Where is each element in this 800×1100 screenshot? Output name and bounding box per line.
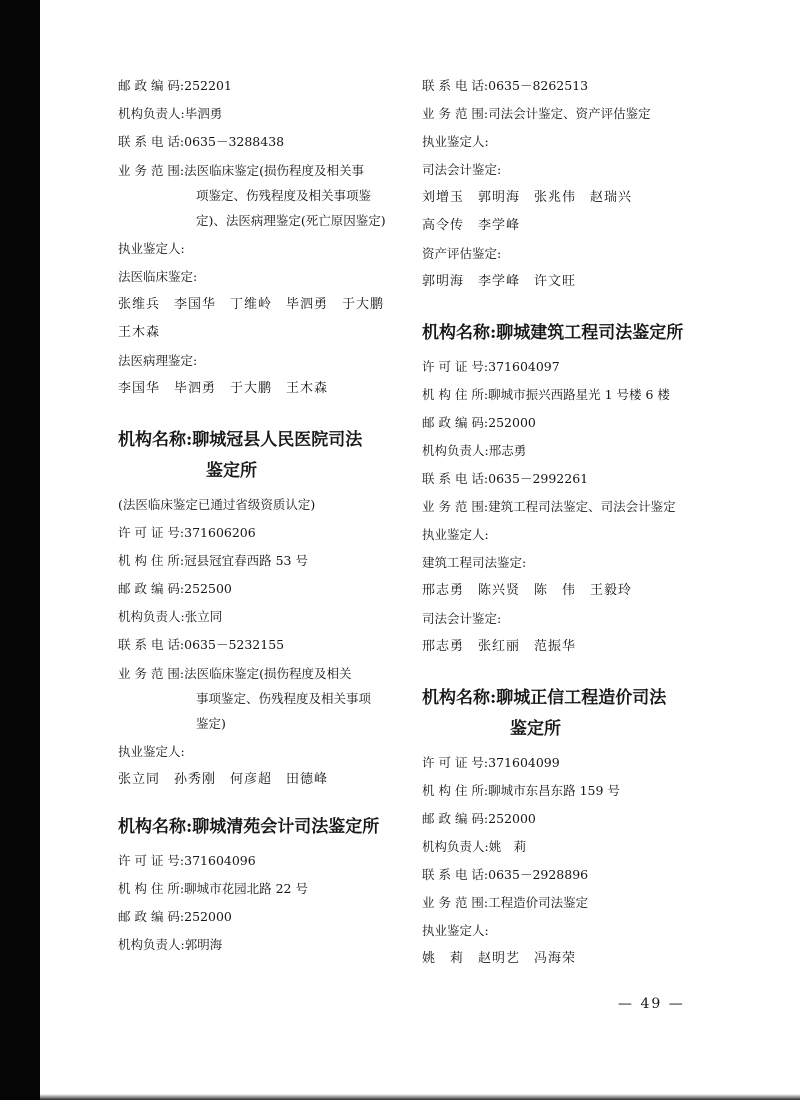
staff-label: 执业鉴定人:	[118, 744, 185, 759]
scope-line: 业 务 范 围:司法会计鉴定、资产评估鉴定	[422, 106, 651, 121]
scope-cont-2: 鉴定)	[196, 716, 226, 731]
postal-code-line: 邮 政 编 码:252000	[422, 415, 536, 430]
scope-first: 业 务 范 围:法医临床鉴定(损伤程度及相关	[118, 666, 352, 681]
right-column	[422, 72, 712, 973]
head-line: 机构负责人:姚 莉	[422, 839, 527, 854]
accounting-names-2: 高令传 李学峰	[422, 218, 521, 233]
pathology-label: 法医病理鉴定:	[118, 353, 198, 368]
clinical-names-2: 王木森	[118, 325, 161, 340]
asset-label: 资产评估鉴定:	[422, 246, 502, 261]
page-number: — 49 —	[618, 996, 685, 1012]
license-line: 许 可 证 号:371604097	[422, 359, 560, 374]
address-line: 机 构 住 所:聊城市东昌东路 159 号	[422, 783, 620, 798]
license-line: 许 可 证 号:371606206	[118, 525, 256, 540]
accounting-label: 司法会计鉴定:	[422, 162, 502, 177]
accounting-names: 邢志勇 张红丽 范振华	[422, 639, 577, 654]
accounting-label: 司法会计鉴定:	[422, 611, 502, 626]
address-line: 机 构 住 所:聊城市振兴西路星光 1 号楼 6 楼	[422, 387, 670, 402]
license-line: 许 可 证 号:371604099	[422, 755, 560, 770]
scope-paragraph	[118, 659, 410, 738]
phone-line: 联 系 电 话:0635－3288438	[118, 134, 285, 149]
org-title-zhengxin-1: 机构名称:聊城正信工程造价司法	[422, 688, 667, 708]
postal-code-line: 邮 政 编 码:252500	[118, 581, 232, 596]
construction-label: 建筑工程司法鉴定:	[422, 555, 527, 570]
accounting-names-1: 刘增玉 郭明海 张兆伟 赵瑞兴	[422, 190, 633, 205]
staff-label: 执业鉴定人:	[118, 241, 185, 256]
staff-names: 姚 莉 赵明艺 冯海荣	[422, 951, 577, 966]
postal-code-line: 邮 政 编 码:252000	[422, 811, 536, 826]
address-line: 机 构 住 所:冠县冠宜春西路 53 号	[118, 553, 308, 568]
staff-names: 张立同 孙秀刚 何彦超 田德峰	[118, 772, 329, 787]
clinical-label: 法医临床鉴定:	[118, 269, 198, 284]
phone-line: 联 系 电 话:0635－5232155	[118, 637, 285, 652]
left-column	[118, 72, 410, 959]
org-title-guanxian-1: 机构名称:聊城冠县人民医院司法	[118, 430, 363, 450]
postal-code-line: 邮 政 编 码:252000	[118, 909, 232, 924]
org-title-zhengxin	[422, 683, 712, 745]
head-line: 机构负责人:张立同	[118, 609, 223, 624]
scan-black-edge	[0, 0, 40, 1100]
scope-first: 业 务 范 围:法医临床鉴定(损伤程度及相关事	[118, 163, 365, 178]
org-title-guanxian-2: 鉴定所	[206, 461, 257, 481]
pathology-names: 李国华 毕泗勇 于大鹏 王木森	[118, 381, 329, 396]
phone-line: 联 系 电 话:0635－2992261	[422, 471, 589, 486]
scan-bottom-edge	[40, 1094, 800, 1100]
accreditation-note: (法医临床鉴定已通过省级资质认定)	[118, 497, 316, 512]
phone-line: 联 系 电 话:0635－8262513	[422, 78, 589, 93]
org-title-construction: 机构名称:聊城建筑工程司法鉴定所	[422, 323, 684, 343]
asset-names: 郭明海 李学峰 许文旺	[422, 274, 577, 289]
scope-line: 业 务 范 围:建筑工程司法鉴定、司法会计鉴定	[422, 499, 676, 514]
org-title-qingyuan: 机构名称:聊城清苑会计司法鉴定所	[118, 817, 380, 837]
org-title-zhengxin-2: 鉴定所	[510, 719, 561, 739]
head-line: 机构负责人:邢志勇	[422, 443, 527, 458]
license-line: 许 可 证 号:371604096	[118, 853, 256, 868]
clinical-names-1: 张维兵 李国华 丁维岭 毕泗勇 于大鹏	[118, 297, 385, 312]
staff-label: 执业鉴定人:	[422, 923, 489, 938]
staff-label: 执业鉴定人:	[422, 134, 489, 149]
scope-cont-2: 定)、法医病理鉴定(死亡原因鉴定)	[196, 213, 386, 228]
postal-code-line: 邮 政 编 码:252201	[118, 78, 232, 93]
scope-paragraph	[118, 156, 410, 235]
phone-line: 联 系 电 话:0635－2928896	[422, 867, 589, 882]
head-line: 机构负责人:郭明海	[118, 937, 223, 952]
scope-cont-1: 项鉴定、伤残程度及相关事项鉴	[196, 188, 372, 203]
staff-label: 执业鉴定人:	[422, 527, 489, 542]
scope-cont-1: 事项鉴定、伤残程度及相关事项	[196, 691, 372, 706]
head-line: 机构负责人:毕泗勇	[118, 106, 223, 121]
address-line: 机 构 住 所:聊城市花园北路 22 号	[118, 881, 308, 896]
org-title-guanxian	[118, 425, 410, 487]
construction-names: 邢志勇 陈兴贤 陈 伟 王毅玲	[422, 583, 633, 598]
scope-line: 业 务 范 围:工程造价司法鉴定	[422, 895, 589, 910]
